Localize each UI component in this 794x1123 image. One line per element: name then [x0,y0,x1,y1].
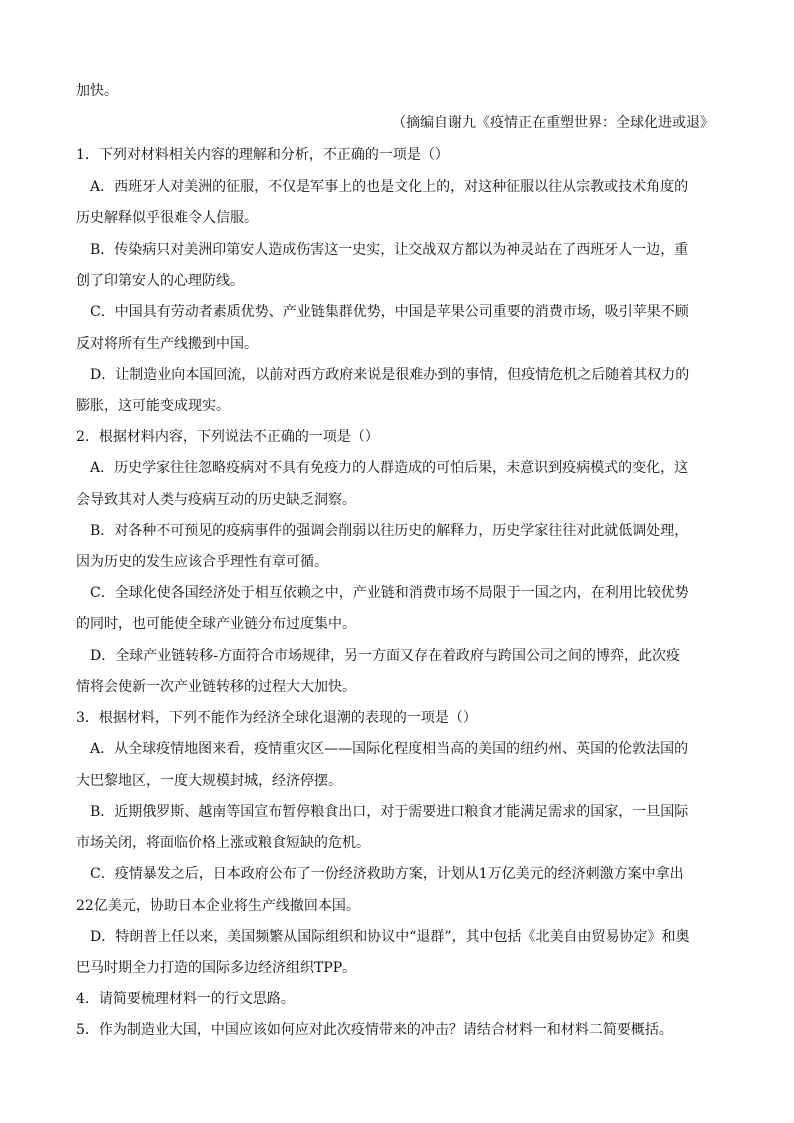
question-3: 3．根据材料，下列不能作为经济全球化退潮的表现的一项是（） [76,710,477,726]
question-3-option-a-line-1: A．从全球疫情地图来看，疫情重灾区——国际化程度相当高的美国的纽约州、英国的伦敦法国的 [90,741,689,757]
question-3-option-c-line-1: C．疫情暴发之后，日本政府公布了一份经济救助方案，计划从1万亿美元的经济刺激方案中拿出 [90,866,684,882]
question-3-option-c-line-2: 22亿美元，协助日本企业将生产线撤回本国。 [76,898,360,914]
question-1-option-a-line-1: A．西班牙人对美洲的征服，不仅是军事上的也是文化上的，对这种征服以往从宗教或技术角度的 [90,179,689,195]
question-2-option-b-line-1: B．对各种不可预见的疫病事件的强调会削弱以往历史的解释力，历史学家往往对此就低调处理， [90,523,689,539]
question-2: 2．根据材料内容，下列说法不正确的一项是（） [76,429,379,445]
question-1-option-d-line-2: 膨胀，这可能变成现实。 [76,398,230,414]
question-3-option-d-line-1: D．特朗普上任以来，美国频繁从国际组织和协议中“退群”，其中包括《北美自由贸易协定》和奥 [90,929,690,945]
question-1-option-c-line-1: C．中国具有劳动者素质优势、产业链集群优势，中国是苹果公司重要的消费市场，吸引苹果不顾 [90,304,689,320]
question-3-option-b-line-2: 市场关闭，将面临价格上涨或粮食短缺的危机。 [76,835,370,851]
question-1-option-b-line-2: 创了印第安人的心理防线。 [76,273,244,289]
question-2-option-c-line-1: C．全球化使各国经济处于相互依赖之中，产业链和消费市场不局限于一国之内，在利用比较优势 [90,585,689,601]
question-2-option-d-line-1: D．全球产业链转移-方面符合市场规律，另一方面又存在着政府与跨国公司之间的博弈，此次疫 [90,648,680,664]
question-1-option-d-line-1: D．让制造业向本国回流，以前对西方政府来说是很难办到的事情，但疫情危机之后随着其权力的 [90,367,690,383]
question-4: 4．请简要梳理材料一的行文思路。 [76,991,295,1007]
question-3-option-a-line-2: 大巴黎地区，一度大规模封城，经济停摆。 [76,773,342,789]
question-2-option-b-line-2: 因为历史的发生应该合乎理性有章可循。 [76,554,328,570]
question-2-option-d-line-2: 情将会使新一次产业链转移的过程大大加快。 [76,679,356,695]
question-1-option-b-line-1: B．传染病只对美洲印第安人造成伤害这一史实，让交战双方都以为神灵站在了西班牙人一边，重 [90,242,689,258]
question-2-option-a-line-1: A．历史学家往往忽略疫病对不具有免疫力的人群造成的可怕后果，未意识到疫病模式的变化，这 [90,460,689,476]
question-1-option-c-line-2: 反对将所有生产线搬到中国。 [76,336,258,352]
question-5: 5．作为制造业大国，中国应该如何应对此次疫情带来的冲击？请结合材料一和材料二简要概括。 [76,1022,673,1038]
source-citation: （摘编自谢九《疫情正在重塑世界：全球化进或退》 [392,115,714,131]
question-3-option-d-line-2: 巴马时期全力打造的国际多边经济组织TPP。 [76,960,357,976]
text-line-continuation: 加快。 [76,83,118,99]
question-1-option-a-line-2: 历史解释似乎很难令人信服。 [76,210,258,226]
question-1: 1．下列对材料相关内容的理解和分析，不正确的一项是（） [76,147,449,163]
question-2-option-c-line-2: 的同时，也可能使全球产业链分布过度集中。 [76,616,356,632]
question-3-option-b-line-1: B．近期俄罗斯、越南等国宣布暂停粮食出口，对于需要进口粮食才能满足需求的国家，一旦国际 [90,804,689,820]
question-2-option-a-line-2: 会导致其对人类与疫病互动的历史缺乏洞察。 [76,492,356,508]
